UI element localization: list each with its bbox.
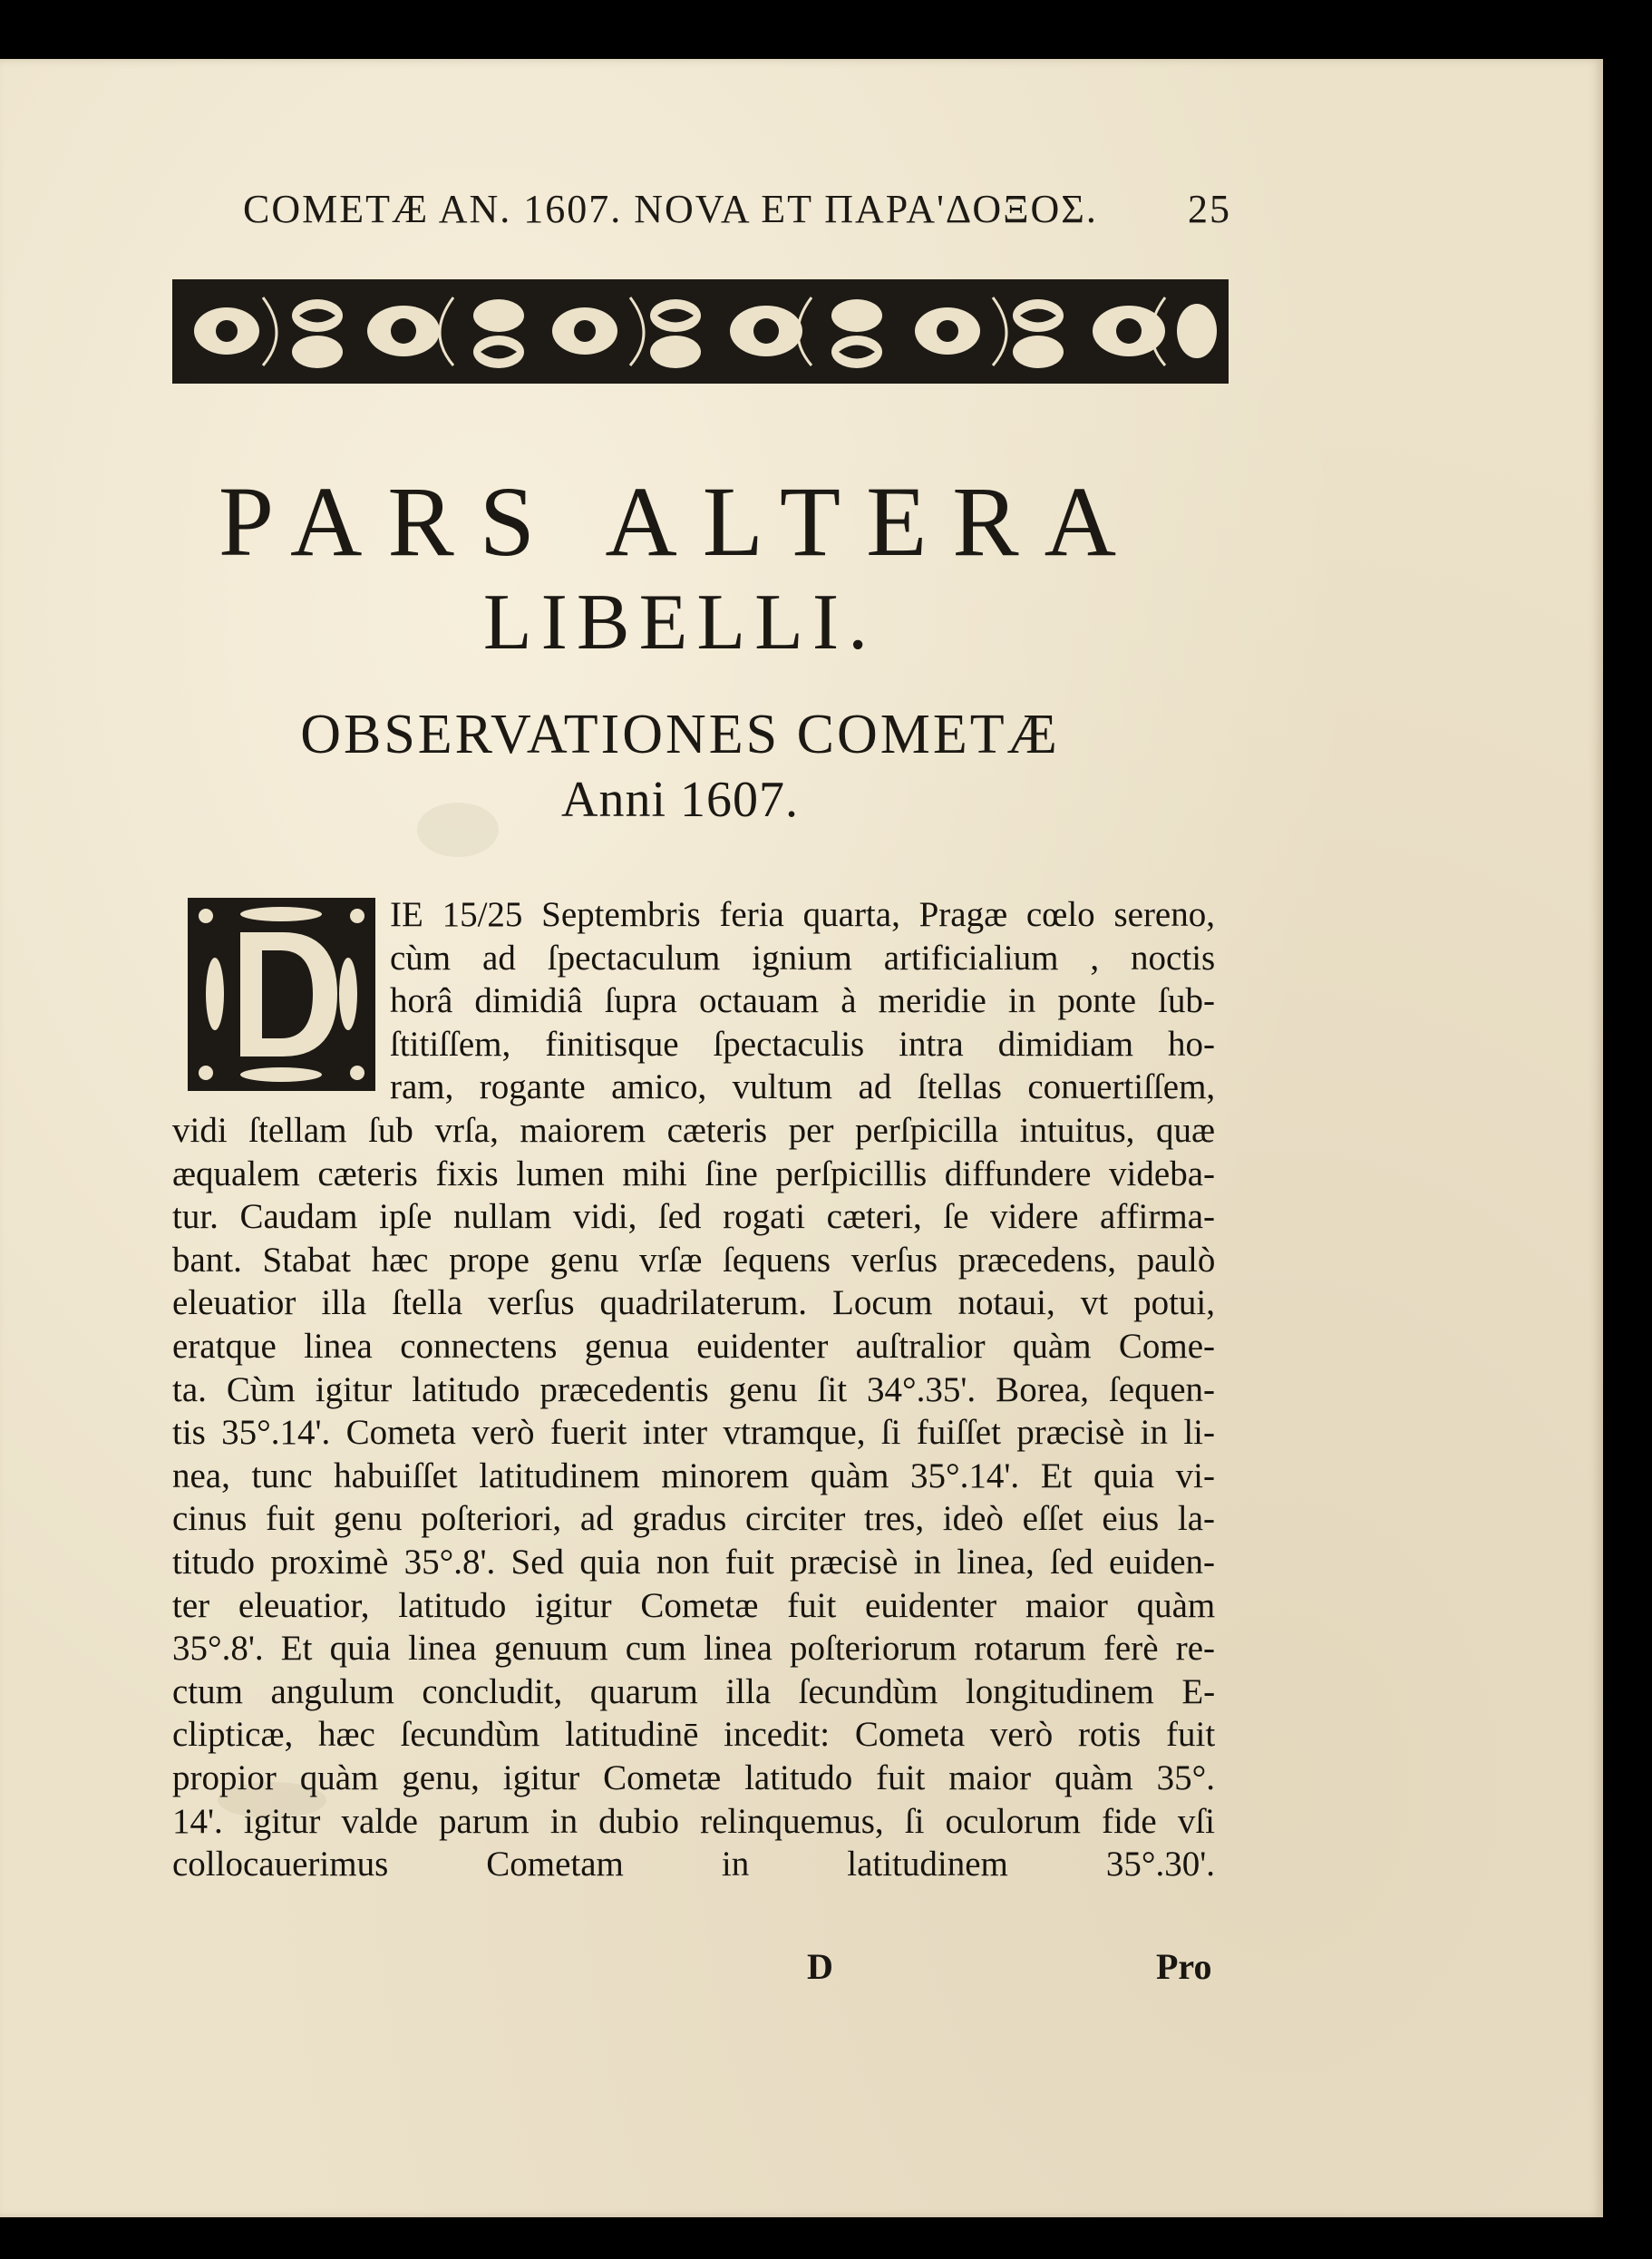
text-line: eratque linea connectens genua euidenter auſtralior quàm Come- — [172, 1327, 1215, 1366]
text-line: collocauerimus Cometam in latitudinem 35°.30'. — [172, 1845, 1215, 1884]
ornamental-band — [172, 279, 1229, 384]
catchword: Pro — [1156, 1946, 1212, 1987]
text-line: ſtitiſſem, finitisque ſpectaculis intra dimidiam ho- — [390, 1024, 1216, 1064]
text-line: nea, tunc habuiſſet latitudinem minorem quàm 35°.14'. Et quia vi- — [172, 1456, 1215, 1495]
text-line: clipticæ, hæc ſecundùm latitudinē incedit: Cometa verò rotis fuit — [172, 1715, 1216, 1755]
text-line: cinus fuit genu poſteriori, ad gradus circiter tres, ideò eſſet eius la- — [172, 1499, 1215, 1539]
text-line: ta. Cùm igitur latitudo præcedentis genu ſit 34°.35'. Borea, ſequen- — [172, 1369, 1215, 1409]
running-header — [243, 186, 1231, 240]
drop-cap-letter: D — [277, 1027, 285, 1037]
text-line: tur. Caudam ipſe nullam vidi, ſed rogati cæteri, ſe videre affirma- — [172, 1197, 1215, 1237]
text-line: propior quàm genu, igitur Cometæ latitudo fuit maior quàm 35°. — [172, 1758, 1215, 1797]
text-line: bant. Stabat hæc prope genu vrſæ ſequens verſus præcedens, paulò — [172, 1240, 1216, 1280]
section-title: OBSERVATIONES COMETÆ — [300, 704, 1060, 765]
text-line: titudo proximè 35°.8'. Sed quia non fuit præcisè in linea, ſed euiden- — [172, 1543, 1215, 1582]
book-title: LIBELLI. — [482, 579, 878, 667]
text-line: horâ dimidiâ ſupra octauam à meridie in ponte ſub- — [390, 981, 1215, 1021]
book-page — [0, 59, 1603, 2217]
text-line: vidi ſtellam ſub vrſa, maiorem cæteris per perſpicilla intuitus, quæ — [172, 1111, 1215, 1150]
text-line: eleuatior illa ſtella verſus quadrilaterum. Locum notaui, vt potui, — [172, 1283, 1215, 1323]
drop-cap-initial — [188, 898, 375, 1091]
text-line: 35°.8'. Et quia linea genuum cum linea poſteriorum rotarum ferè re- — [172, 1629, 1215, 1669]
text-line: tis 35°.14'. Cometa verò fuerit inter vtramque, ſi fuiſſet præcisè in li- — [172, 1413, 1215, 1453]
text-line: æqualem cæteris fixis lumen mihi ſine perſpicillis diffundere videba- — [172, 1154, 1215, 1193]
part-title: PARS ALTERA — [218, 466, 1142, 577]
text-line: cùm ad ſpectaculum ignium artificialium , noctis — [390, 938, 1216, 978]
signature-mark: D — [807, 1946, 833, 1987]
page-number: 25 — [1188, 187, 1231, 231]
text-line: IE 15/25 Septembris feria quarta, Pragæ cœlo sereno, — [390, 895, 1215, 934]
running-title: COMETÆ AN. 1607. NOVA ET ΠΑΡΑ'ΔΟΞΟΣ. — [243, 187, 1098, 231]
section-subtitle: Anni 1607. — [561, 772, 799, 828]
text-line: ctum angulum concludit, quarum illa ſecundùm longitudinem E- — [172, 1671, 1216, 1711]
text-line: ter eleuatior, latitudo igitur Cometæ fuit euidenter maior quàm — [172, 1585, 1216, 1625]
text-line: ram, rogante amico, vultum ad ſtellas conuertiſſem, — [390, 1067, 1216, 1107]
text-line: 14'. igitur valde parum in dubio relinquemus, ſi oculorum fide vſi — [172, 1801, 1215, 1841]
